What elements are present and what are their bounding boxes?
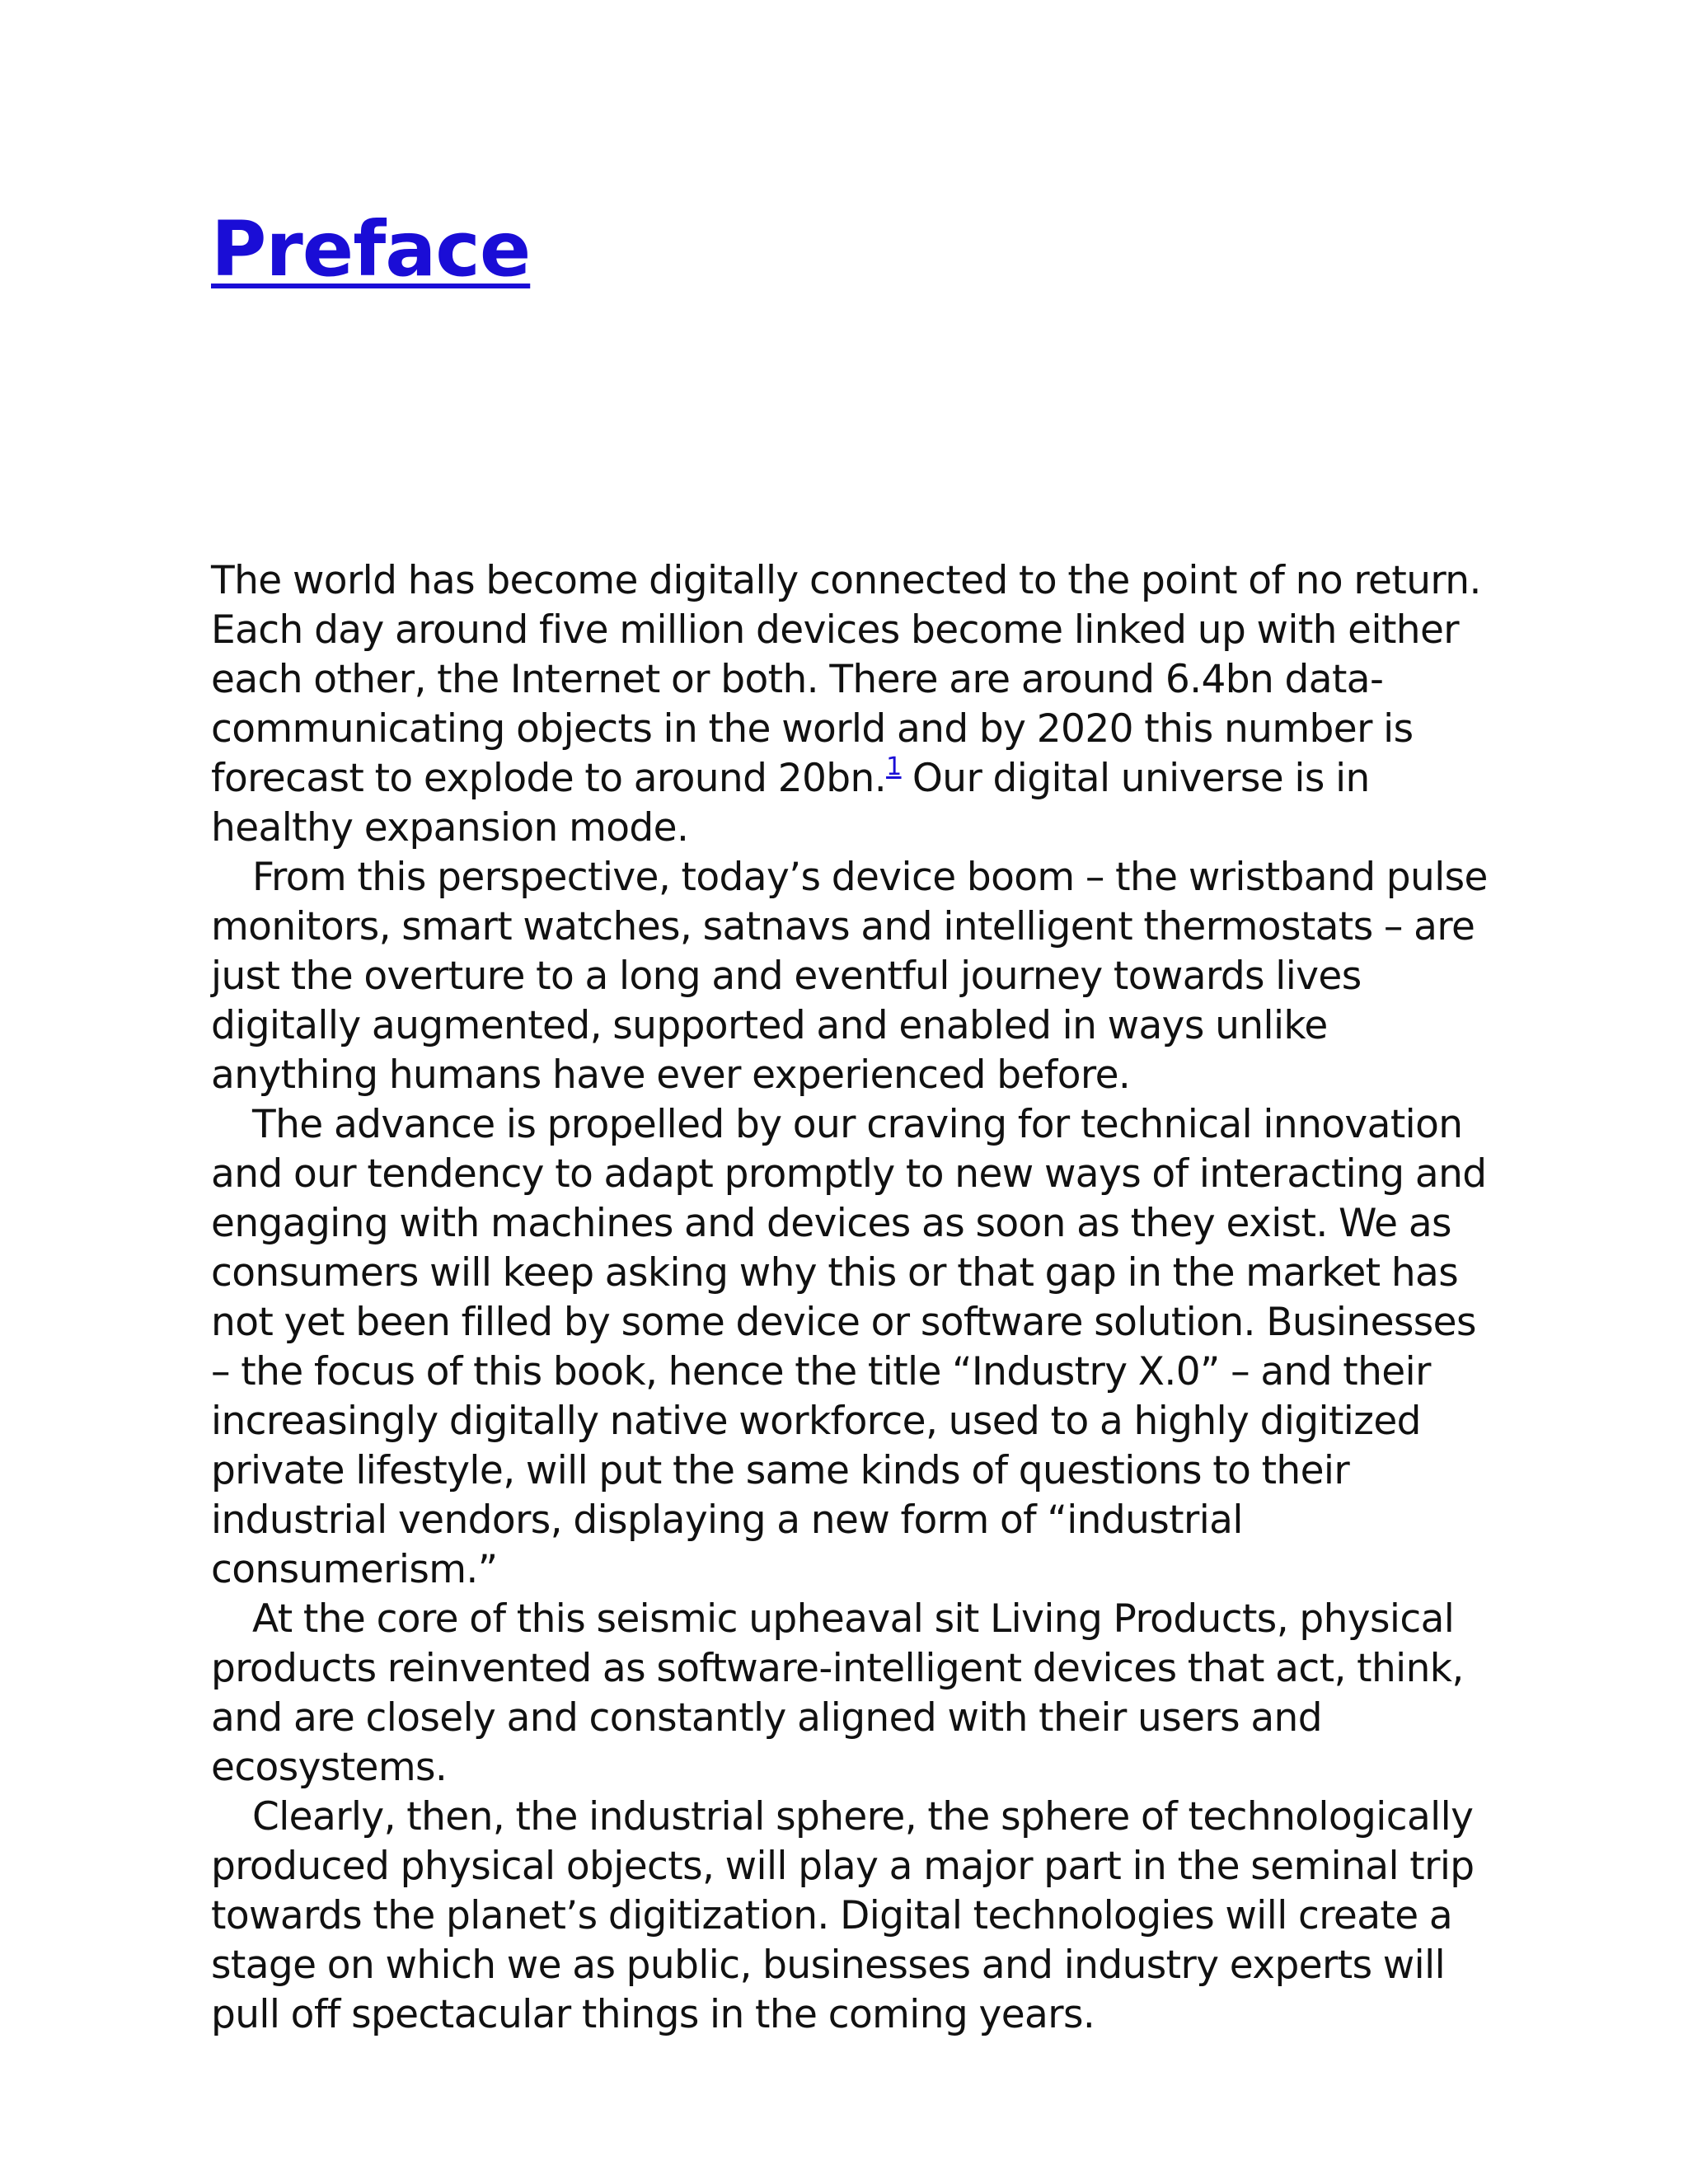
paragraph-4: At the core of this seismic upheaval sit Living Products, physical products reinvented as software-intelligent devices that act, think, and are closely and constantly aligned with their users and ecosystems. [211, 1596, 1464, 1790]
paragraph-3: The advance is propelled by our craving for technical innovation and our tendency to adapt promptly to new ways of interacting and engaging with machines and devices as soon as they exist. We as consumers will keep asking why this or that gap in the market has not yet been filled by some device or software solution. Businesses – the focus of this book, hence the title “Industry X.0” – and their increasingly digitally native workforce, used to a highly digitized private lifestyle, will put the same kinds of questions to their industrial vendors, displaying a new form of “industrial consumerism.” [211, 1102, 1487, 1592]
footnote-1-link[interactable]: 1 [886, 752, 902, 781]
document-page [211, 198, 1497, 2040]
paragraph-5: Clearly, then, the industrial sphere, the sphere of technologically produced physical objects, will play a major part in the seminal trip towards the planet’s digitization. Digital technologies will create a stage on which we as public, businesses and industry experts will pull off spectacular things in the coming years. [211, 1794, 1475, 2037]
paragraph-2: From this perspective, today’s device boom – the wristband pulse monitors, smart watches, satnavs and intelligent thermostats – are just the overture to a long and eventful journey towards lives digitally augmented, supported and enabled in ways unlike anything humans have ever experienced before. [211, 855, 1488, 1098]
preface-body [211, 556, 1497, 2040]
paragraph-1-continuation: Our digital universe is in healthy expansion mode. [211, 756, 1370, 851]
footnote-reference [886, 752, 902, 781]
preface-title-link[interactable]: Preface [211, 205, 531, 293]
paragraph-1-text: The world has become digitally connected to the point of no return. Each day around five million devices become linked up with either each other, the Internet or both. There are around 6.4bn data-communicating objects in the world and by 2020 this number is forecast to explode to around 20bn. [211, 558, 1481, 801]
page-title [211, 198, 1497, 301]
paragraph-1 [211, 556, 1497, 853]
